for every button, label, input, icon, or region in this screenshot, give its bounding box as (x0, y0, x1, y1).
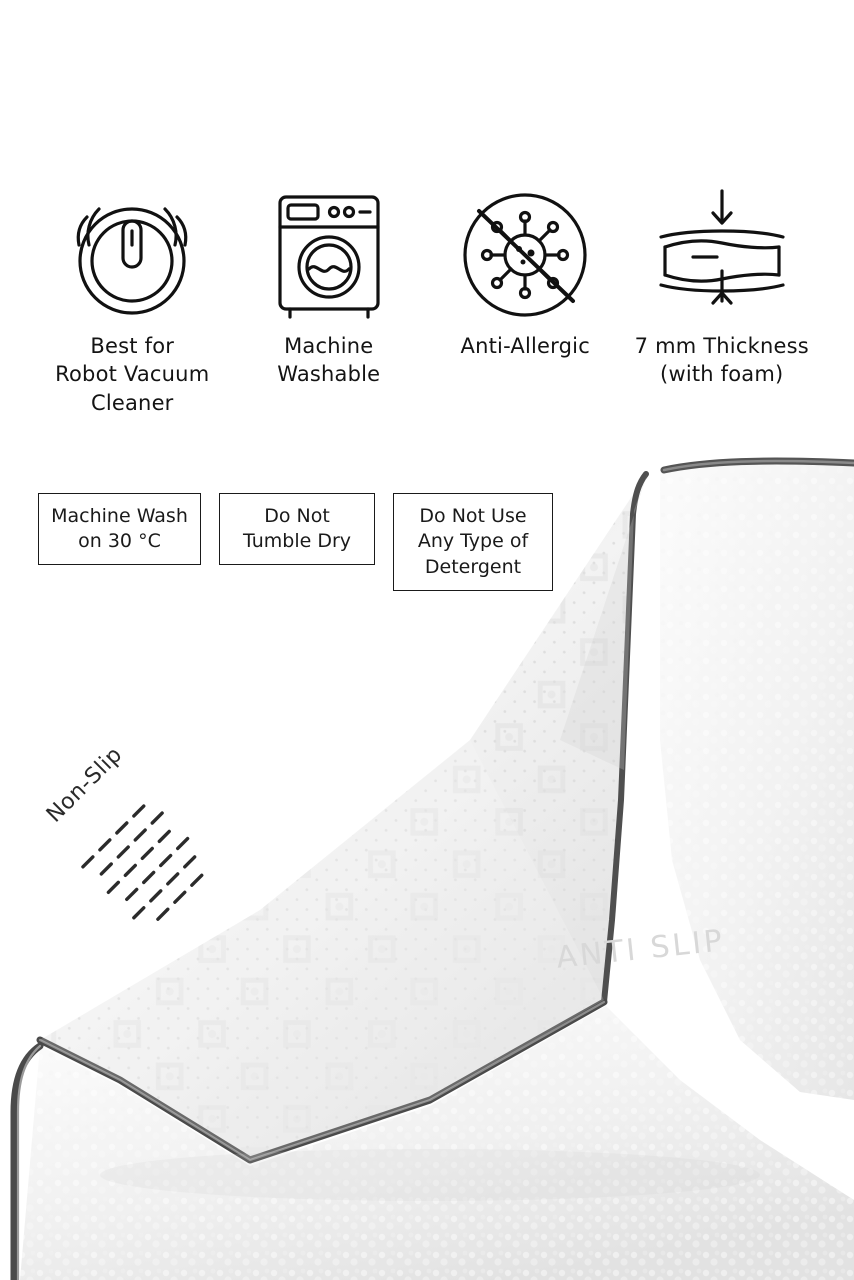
feature-caption (461, 332, 590, 360)
mat-top-panel (660, 460, 854, 1100)
feature-anti-allergic (427, 178, 624, 417)
non-slip-badge (40, 742, 230, 922)
care-line: Any Type of (417, 530, 529, 553)
anti-slip-emboss-text: ANTI SLIP (554, 923, 727, 976)
caption-line: 7 mm Thickness (634, 334, 809, 358)
care-instruction-row (38, 493, 553, 591)
non-slip-label: Non-Slip (42, 742, 128, 828)
care-line: on 30 °C (78, 530, 161, 552)
feature-caption (55, 332, 209, 417)
caption-line: Robot Vacuum (55, 362, 210, 387)
care-line: Machine Wash (51, 504, 188, 527)
washing-machine-icon (264, 178, 394, 328)
hatch-pattern-icon (78, 794, 238, 934)
care-line: Do Not (264, 504, 330, 527)
anti-allergic-icon (455, 178, 595, 328)
caption-line: Machine Washable (277, 334, 381, 387)
caption-line: Cleaner (90, 390, 174, 415)
feature-robot-vacuum (34, 178, 231, 417)
robot-vacuum-icon (57, 178, 207, 328)
care-box-no-tumble-dry (219, 493, 375, 565)
care-box-no-detergent (393, 493, 553, 591)
feature-caption (635, 332, 809, 389)
caption-line: Anti-Allergic (460, 334, 590, 358)
care-line: Do Not Use (419, 505, 527, 528)
care-box-machine-wash (38, 493, 201, 565)
caption-line: Best for (90, 334, 175, 358)
care-line: Tumble Dry (242, 530, 352, 552)
thickness-arrows-icon (647, 178, 797, 328)
caption-line: (with foam) (660, 362, 784, 387)
feature-row (0, 178, 854, 417)
feature-caption (231, 332, 428, 389)
care-line: Detergent (424, 555, 522, 578)
feature-machine-washable (231, 178, 428, 417)
feature-thickness (624, 178, 821, 417)
